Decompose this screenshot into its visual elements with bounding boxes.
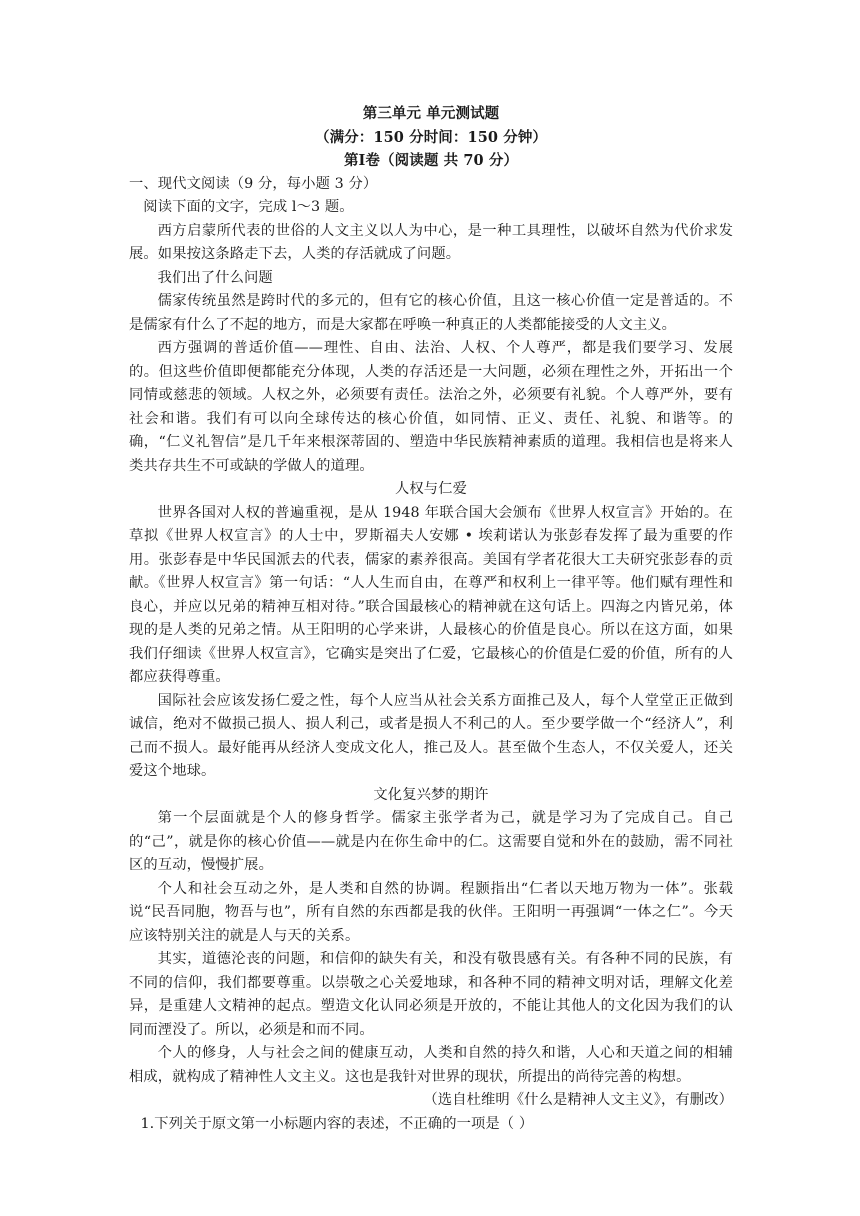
- article-paragraph-3: 西方强调的普适价值——理性、自由、法治、人权、个人尊严，都是我们要学习、发展的。但这些价值即便都能充分体现，人类的存活还是一大问题，必须在理性之外，开拓出一个同情或慈悲的领域。人权之外，必须要有责任。法治之外，必须要有礼貌。个人尊严外，要有社会和谐。我们有可以向全球传达的核心价值，如同情、正义、责任、礼貌、和谐等。的确，“仁义礼智信”是几千年来根深蒂固的、塑造中华民族精神素质的道理。我相信也是将来人类共存共生不可或缺的学做人的道理。: [129, 340, 733, 474]
- article-paragraph-9: 个人的修身，人与社会之间的健康互动，人类和自然的持久和谐，人心和天道之间的相辅相成，就构成了精神性人文主义。这也是我针对世界的现状，所提出的尚待完善的构想。: [129, 1045, 733, 1085]
- article-subheading-1: 我们出了什么问题: [157, 269, 273, 286]
- article-subheading-3: 文化复兴梦的期许: [373, 786, 489, 803]
- article-paragraph-8: 其实，道德沦丧的问题，和信仰的缺失有关，和没有敬畏感有关。有各种不同的民族，有不同的信仰，我们都要尊重。以崇敬之心关爱地球，和各种不同的精神文明对话，理解文化差异，是重建人文精神的起点。塑造文化认同必须是开放的，不能让其他人的文化因为我们的认同而湮没了。所以，必须是和而不同。: [129, 951, 733, 1038]
- article-paragraph-1: 西方启蒙所代表的世俗的人文主义以人为中心，是一种工具理性，以破坏自然为代价求发展。如果按这条路走下去，人类的存活就成了问题。: [129, 222, 733, 262]
- article-paragraph-2: 儒家传统虽然是跨时代的多元的，但有它的核心价值，且这一核心价值一定是普适的。不是儒家有什么了不起的地方，而是大家都在呼唤一种真正的人类都能接受的人文主义。: [129, 293, 733, 333]
- exam-title: 第三单元 单元测试题: [362, 105, 500, 122]
- question-1: 1.下列关于原文第一小标题内容的表述，不正确的一项是（ ）: [140, 1115, 534, 1132]
- volume-heading: 第Ⅰ卷（阅读题 共 70 分）: [343, 152, 519, 169]
- section-heading: 一、现代文阅读（9 分，每小题 3 分）: [129, 175, 378, 192]
- article-paragraph-5: 国际社会应该发扬仁爱之性，每个人应当从社会关系方面推己及人，每个人堂堂正正做到诚信，绝对不做损己损人、损人利己，或者是损人不利己的人。至少要学做一个“经济人”，利己而不损人。最好能再从经济人变成文化人，推己及人。甚至做个生态人，不仅关爱人，还关爱这个地球。: [129, 692, 733, 779]
- exam-page: [129, 102, 733, 1136]
- article-paragraph-7: 个人和社会互动之外，是人类和自然的协调。程颢指出“仁者以天地万物为一体”。张载说“民吾同胞，物吾与也”，所有自然的东西都是我的伙伴。王阳明一再强调“一体之仁”。今天应该特别关注的就是人与天的关系。: [129, 880, 733, 944]
- article-source: （选自杜维明《什么是精神人文主义》，有删改）: [423, 1092, 733, 1108]
- exam-subtitle: （满分：150 分时间：150 分钟）: [314, 128, 548, 146]
- article-paragraph-6: 第一个层面就是个人的修身哲学。儒家主张学者为己，就是学习为了完成自己。自己的“己”，就是你的核心价值——就是内在你生命中的仁。这需要自觉和外在的鼓励，需不同社区的互动，慢慢扩展。: [129, 810, 733, 873]
- article-paragraph-4: 世界各国对人权的普遍重视，是从 1948 年联合国大会颁布《世界人权宣言》开始的。在草拟《世界人权宣言》的人士中，罗斯福夫人安娜 • 埃莉诺认为张彭春发挥了最为重要的作用。张彭春是中华民国派去的代表，儒家的素养很高。美国有学者花很大工夫研究张彭春的贡献。《世界人权宣言》第一句话：“人人生而自由，在尊严和权利上一律平等。他们赋有理性和良心，并应以兄弟的精神互相对待。”联合国最核心的精神就在这句话上。四海之内皆兄弟，体现的是人类的兄弟之情。从王阳明的心学来讲，人最核心的价值是良心。所以在这方面，如果我们仔细读《世界人权宣言》，它确实是突出了仁爱，它最核心的价值是仁爱的价值，所有的人都应获得尊重。: [129, 504, 733, 685]
- article-subheading-2: 人权与仁爱: [395, 481, 467, 497]
- reading-instruction: 阅读下面的文字，完成 l～3 题。: [143, 199, 354, 215]
